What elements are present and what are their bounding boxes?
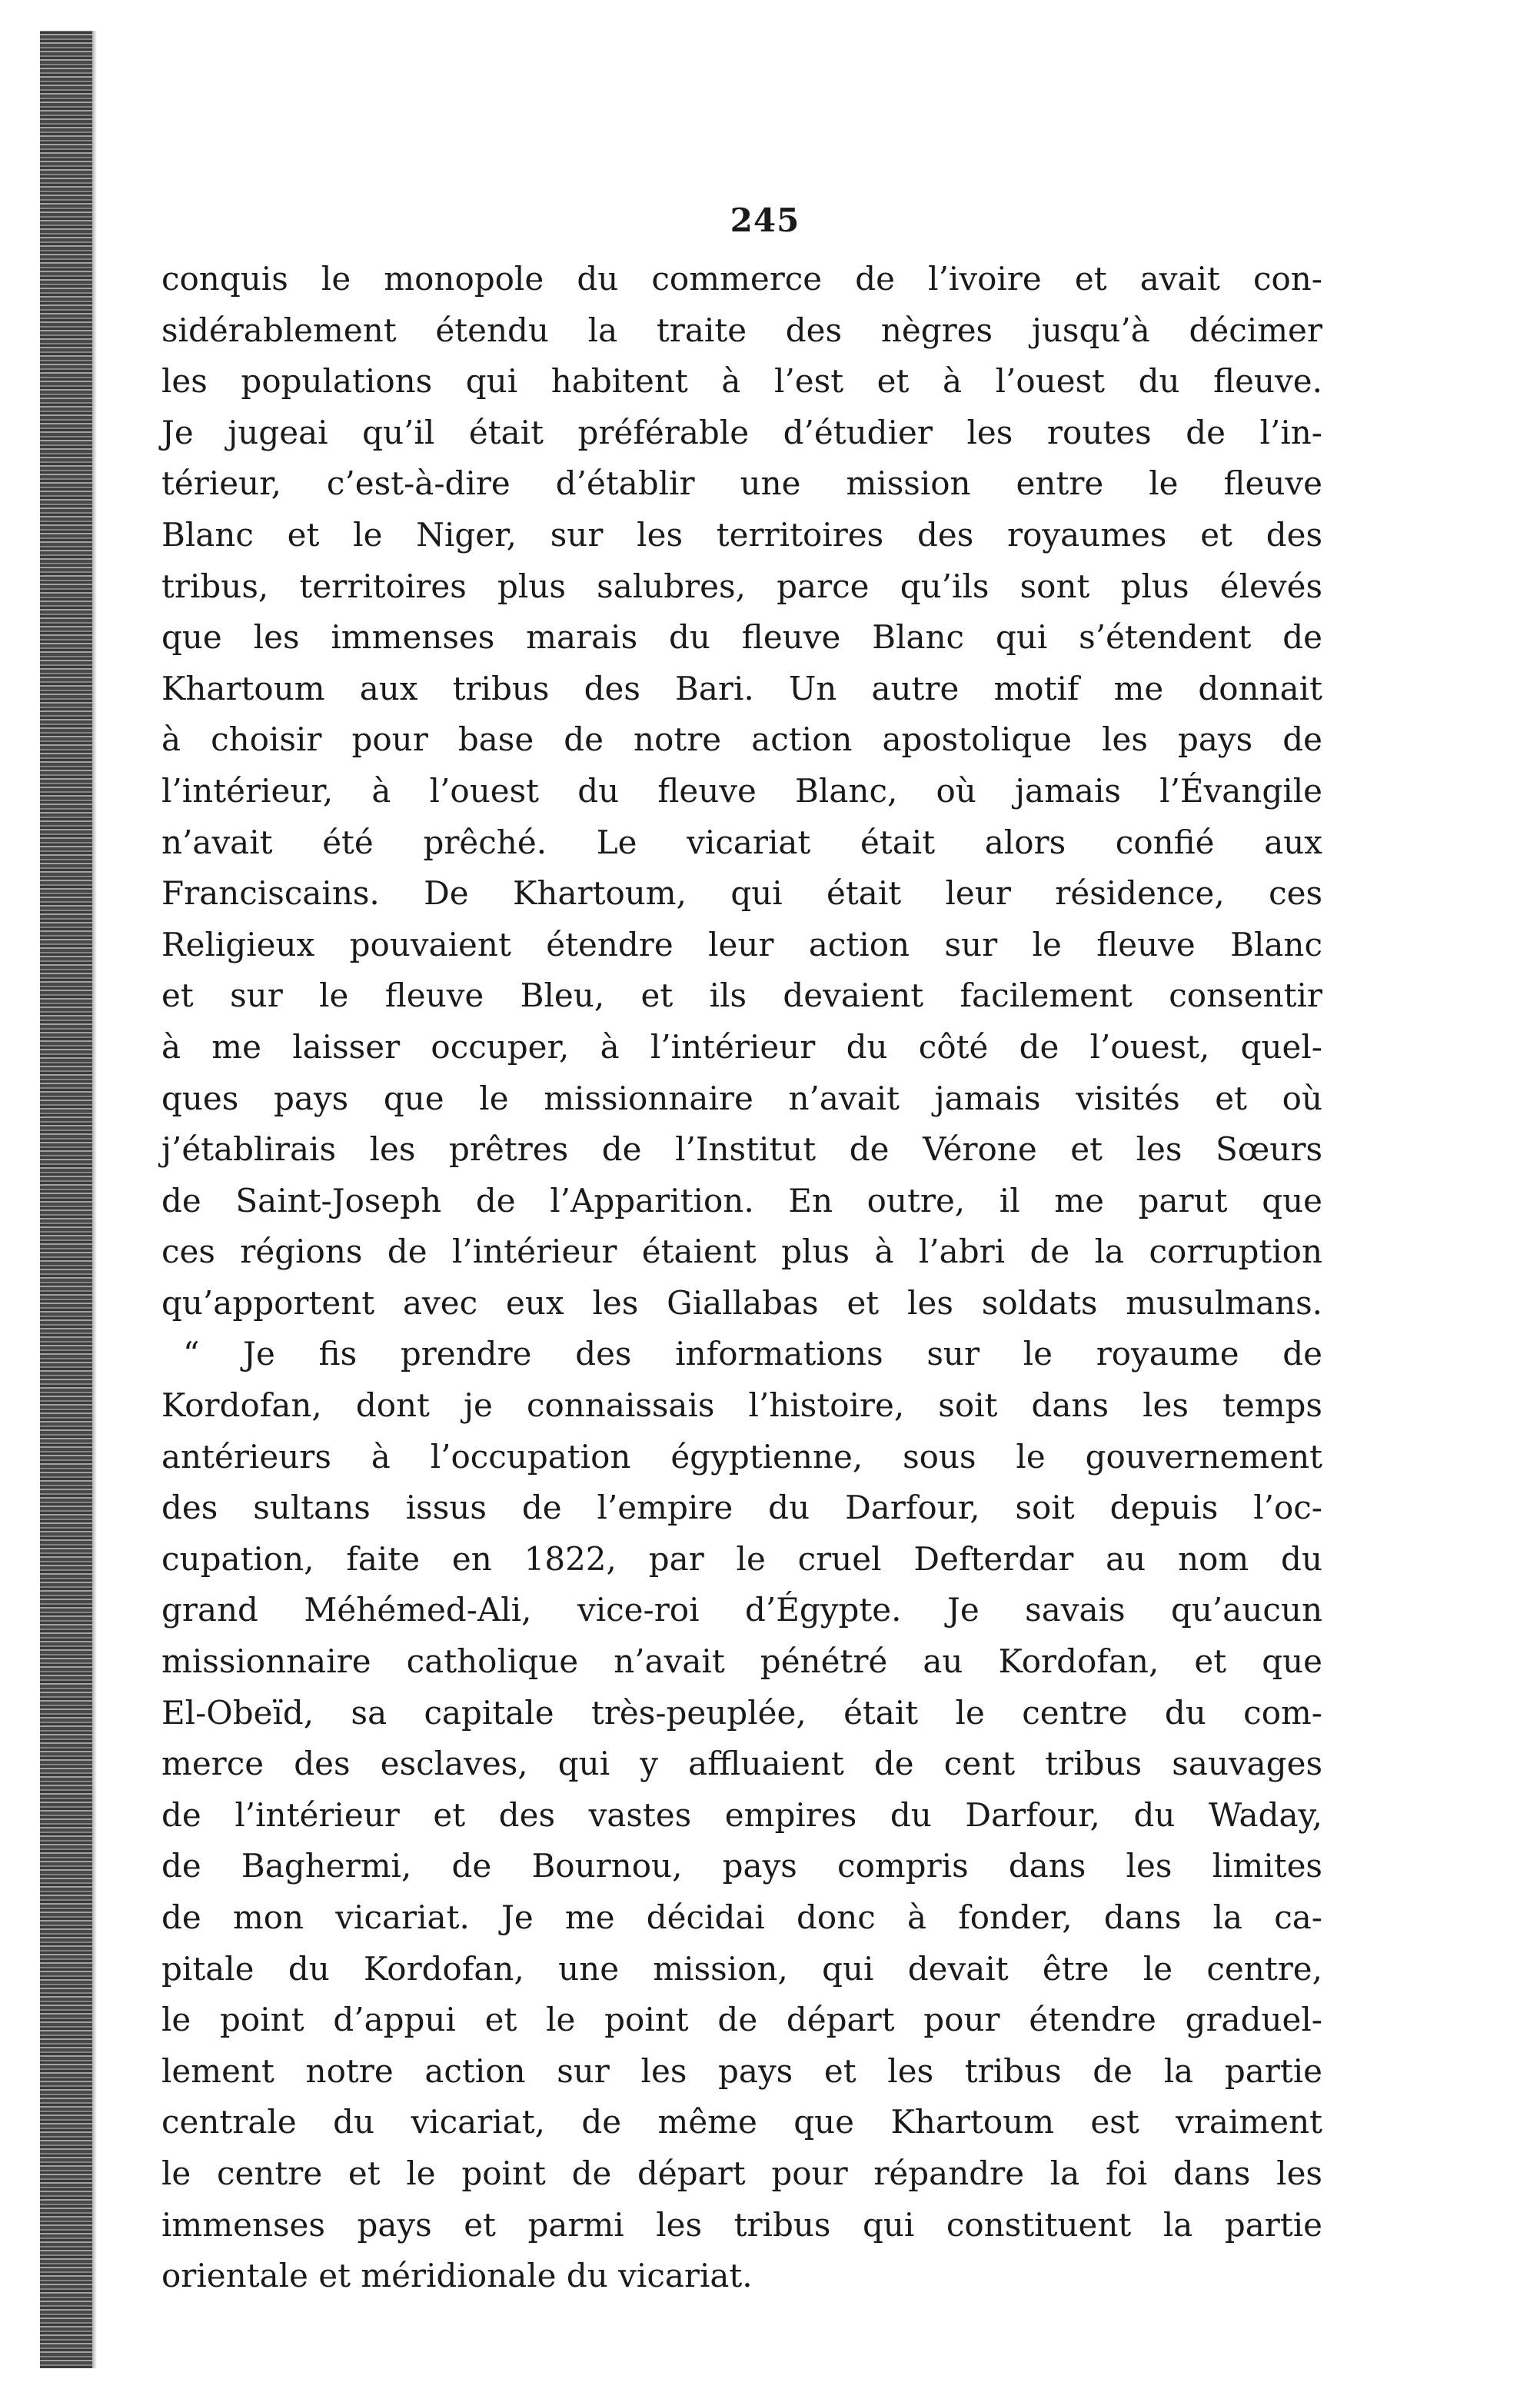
text-line: ces régions de l’intérieur étaient plus à l’abri de la corruption	[161, 1233, 1322, 1271]
text-line: conquis le monopole du commerce de l’ivoire et avait con-	[161, 260, 1322, 298]
text-line: le centre et le point de départ pour répandre la foi dans les	[161, 2154, 1322, 2192]
book-binding-edge	[40, 31, 92, 2368]
text-line: immenses pays et parmi les tribus qui constituent la partie	[161, 2205, 1322, 2244]
text-line: Blanc et le Niger, sur les territoires des royaumes et des	[161, 515, 1322, 554]
text-line: Kordofan, dont je connaissais l’histoire, soit dans les temps	[161, 1386, 1322, 1425]
text-line: ques pays que le missionnaire n’avait jamais visités et où	[161, 1079, 1322, 1117]
page-number: 245	[730, 201, 800, 239]
text-line: n’avait été prêché. Le vicariat était alors confié aux	[161, 823, 1322, 861]
text-line: missionnaire catholique n’avait pénétré au Kordofan, et que	[161, 1642, 1322, 1681]
text-line: Je jugeai qu’il était préférable d’étudier les routes de l’in-	[161, 413, 1322, 451]
text-line: de Saint-Joseph de l’Apparition. En outre, il me parut que	[161, 1181, 1322, 1219]
text-line: sidérablement étendu la traite des nègres jusqu’à décimer	[161, 311, 1322, 349]
text-line: El-Obeïd, sa capitale très-peuplée, était le centre du com-	[161, 1693, 1322, 1732]
text-line: des sultans issus de l’empire du Darfour, soit depuis l’oc-	[161, 1489, 1322, 1527]
text-line: centrale du vicariat, de même que Khartoum est vraiment	[161, 2103, 1322, 2141]
text-line: de mon vicariat. Je me décidai donc à fonder, dans la ca-	[161, 1898, 1322, 1936]
text-line: de l’intérieur et des vastes empires du Darfour, du Waday,	[161, 1795, 1322, 1834]
text-line: orientale et méridionale du vicariat.	[161, 2257, 753, 2295]
text-line: qu’apportent avec eux les Giallabas et les soldats musulmans.	[161, 1283, 1322, 1322]
text-line: Religieux pouvaient étendre leur action sur le fleuve Blanc	[161, 925, 1322, 963]
text-line: j’établirais les prêtres de l’Institut de Vérone et les Sœurs	[161, 1130, 1322, 1169]
text-line: tribus, territoires plus salubres, parce qu’ils sont plus élevés	[161, 567, 1322, 605]
text-line: à choisir pour base de notre action apostolique les pays de	[161, 720, 1322, 759]
text-line: “ Je fis prendre des informations sur le royaume de	[183, 1335, 1322, 1373]
text-line: merce des esclaves, qui y affluaient de cent tribus sauvages	[161, 1745, 1322, 1783]
text-line: que les immenses marais du fleuve Blanc qui s’étendent de	[161, 618, 1322, 657]
text-line: et sur le fleuve Bleu, et ils devaient facilement consentir	[161, 977, 1322, 1015]
text-line: l’intérieur, à l’ouest du fleuve Blanc, où jamais l’Évangile	[161, 771, 1322, 810]
text-line: à me laisser occuper, à l’intérieur du côté de l’ouest, quel-	[161, 1027, 1322, 1066]
text-line: le point d’appui et le point de départ pour étendre graduel-	[161, 2001, 1322, 2039]
text-line: Khartoum aux tribus des Bari. Un autre motif me donnait	[161, 669, 1322, 707]
text-line: térieur, c’est-à-dire d’établir une mission entre le fleuve	[161, 464, 1322, 503]
text-line: cupation, faite en 1822, par le cruel Defterdar au nom du	[161, 1539, 1322, 1578]
text-line: antérieurs à l’occupation égyptienne, sous le gouvernement	[161, 1437, 1322, 1476]
text-line: lement notre action sur les pays et les tribus de la partie	[161, 2051, 1322, 2090]
text-line: grand Méhémed-Ali, vice-roi d’Égypte. Je savais qu’aucun	[161, 1591, 1322, 1629]
page-body-text	[161, 254, 1322, 2295]
text-line: pitale du Kordofan, une mission, qui devait être le centre,	[161, 1949, 1322, 1988]
text-line: Franciscains. De Khartoum, qui était leur résidence, ces	[161, 874, 1322, 913]
text-line: les populations qui habitent à l’est et à l’ouest du fleuve.	[161, 362, 1322, 401]
text-line: de Baghermi, de Bournou, pays compris dans les limites	[161, 1847, 1322, 1885]
